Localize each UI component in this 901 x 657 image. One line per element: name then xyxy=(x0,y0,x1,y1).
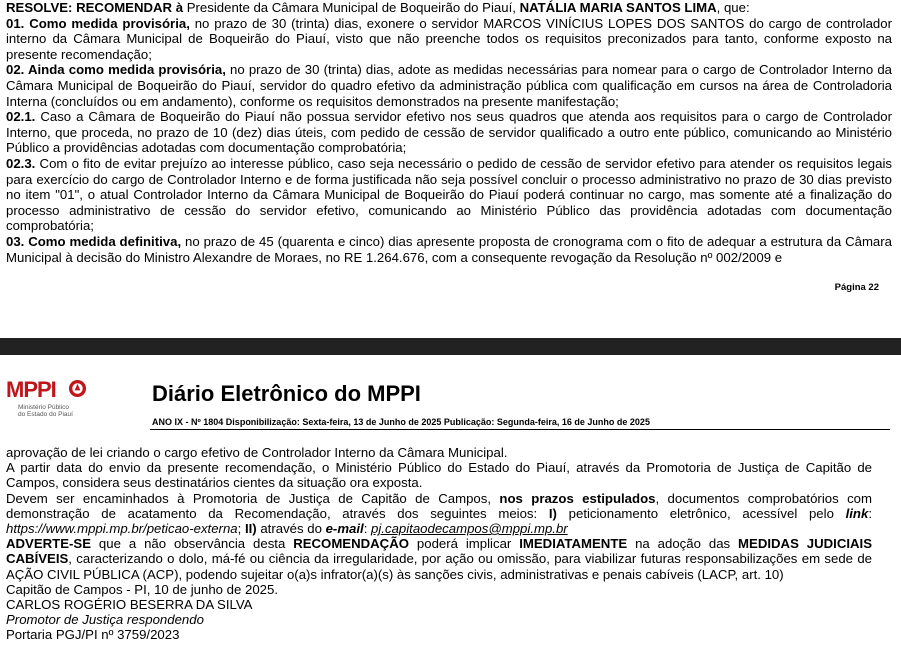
header-rule xyxy=(150,429,890,430)
resolve-line: RESOLVE: RECOMENDAR à Presidente da Câmara Municipal de Boqueirão do Piauí, NATÁLIA MARIA SANTOS LIMA, que: xyxy=(6,0,750,15)
ordinance: Portaria PGJ/PI nº 3759/2023 xyxy=(6,627,180,643)
paragraph-approval: aprovação de lei criando o cargo efetivo de Controlador Interno da Câmara Municipal. xyxy=(6,445,508,460)
current-page-text xyxy=(6,445,872,643)
journal-title: Diário Eletrônico do MPPI xyxy=(152,381,421,406)
signatory-name: CARLOS ROGÉRIO BESERRA DA SILVA xyxy=(6,597,253,613)
paragraph-notice: A partir data do envio da presente recomendação, o Ministério Público do Estado do Piauí, através da Promotoria de Justiça de Capitão de Campos, considera seus destinatários cientes da situação ora exposta. xyxy=(6,460,872,491)
item-02-3: 02.3. Com o fito de evitar prejuízo ao interesse público, caso seja necessário o pedido de cessão de servidor efetivo para atender os requisitos legais para exercício do cargo de Controlador Interno e de forma justificada não seja possível concluir o processo administrativo no prazo de 30 dias previsto no item "01", o atual Controlador Interno da Câmara Municipal de Boqueirão do Piauí poderá continuar no cargo, mas somente até a finalização do processo administrativo de cessão do servidor efetivo, comunicando ao Ministério Público das providência adotadas com documentação comprobatória; xyxy=(6,155,892,234)
paragraph-warning: ADVERTE-SE que a não observância desta RECOMENDAÇÃO poderá implicar IMEDIATAMENTE na adoção das MEDIDAS JUDICIAIS CABÍVEIS, caracterizando o dolo, má-fé ou ciência da irregularidade, por ação ou omissão, para viabilizar futuras responsabilizações em sede de AÇÃO CIVIL PÚBLICA (ACP), podendo sujeitar o(a)s infrator(a)(s) às sanções civis, administrativas e penais cabíveis (LACP, art. 10) xyxy=(6,536,872,582)
signatory-role: Promotor de Justiça respondendo xyxy=(6,612,204,628)
petition-link[interactable]: https://www.mppi.mp.br/peticao-externa xyxy=(6,521,238,537)
edition-info: ANO IX - Nº 1804 Disponibilização: Sexta-feira, 13 de Junho de 2025 Publicação: Segunda-feira, 16 de Junho de 2025 xyxy=(152,417,650,427)
item-03: 03. Como medida definitiva, no prazo de 45 (quarenta e cinco) dias apresente proposta de cronograma com o fito de adequar a estrutura da Câmara Municipal à decisão do Ministro Alexandre de Moraes, no RE 1.264.676, com a consequente revogação da Resolução nº 002/2009 e xyxy=(6,233,892,265)
page-number: Página 22 xyxy=(834,282,879,293)
item-02-1: 02.1. Caso a Câmara de Boqueirão do Piauí não possua servidor efetivo nos seus quadros que atenda aos requisitos para o cargo de Controlador Interno, que proceda, no prazo de 10 (dez) dias úteis, com pedido de cessão de servidor qualificado a outro ente público, comunicando ao Ministério Público a providências adotadas com documentação comprobatória; xyxy=(6,109,892,156)
page-separator xyxy=(0,338,901,355)
previous-page-text xyxy=(6,0,892,265)
paragraph-documents: Devem ser encaminhados à Promotoria de Justiça de Capitão de Campos, nos prazos estipulados, documentos comprobatórios com demonstração de acatamento da Recomendação, através dos seguintes meios: I) peticionamento eletrônico, acessível pelo link: https://www.mppi.mp.br/peticao-externa; II) através do e-mail: pj.capitaodecampos@mppi.mp.br xyxy=(6,490,872,537)
item-02: 02. Ainda como medida provisória, no prazo de 30 (trinta) dias, adote as medidas necessárias para nomear para o cargo de Controlador Interno da Câmara Municipal de Boqueirão do Piauí, servidor do quadro efetivo da administração pública com qualificação em cursos na área de Controladoria Interna (concluídos ou em andamento), conforme os requisitos demonstrados na presente manifestação; xyxy=(6,62,892,109)
emblem-icon xyxy=(68,379,87,398)
item-01: 01. Como medida provisória, no prazo de 30 (trinta) dias, exonere o servidor MARCOS VINÍCIUS LOPES DOS SANTOS do cargo de controlador interno da Câmara Municipal de Boqueirão do Piauí, visto que não preenche todos os requisitos preconizados para tanto, conforme exposto na presente recomendação; xyxy=(6,15,892,62)
email-link[interactable]: pj.capitaodecampos@mppi.mp.br xyxy=(371,521,568,537)
logo-subtitle: Ministério Público do Estado do Piauí xyxy=(18,404,73,418)
mppi-logo: MPPI Ministério Público do Estado do Piauí xyxy=(6,377,116,421)
date-line: Capitão de Campos - PI, 10 de junho de 2025. xyxy=(6,581,278,597)
journal-header xyxy=(0,355,901,435)
